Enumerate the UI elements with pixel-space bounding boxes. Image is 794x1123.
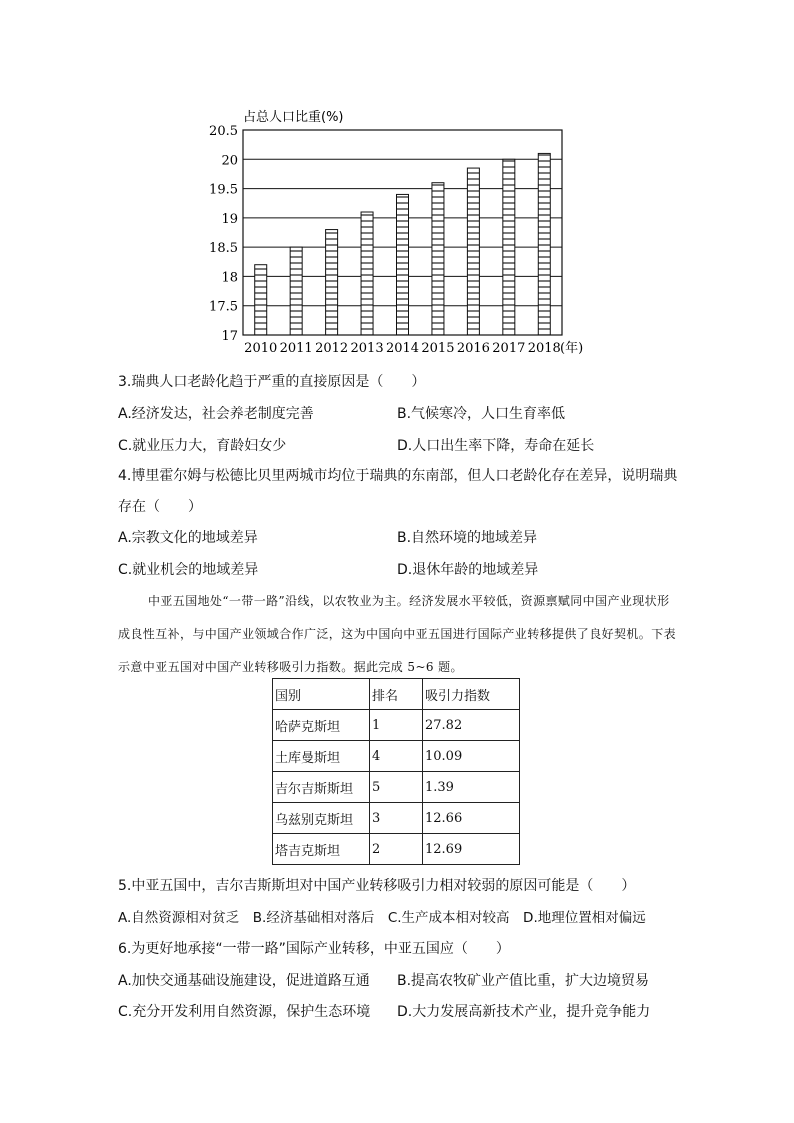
y-tick-label: 17.5 xyxy=(209,299,238,315)
table-cell-index: 10.09 xyxy=(423,741,520,772)
question-6-option-b[interactable]: B.提高农牧矿业产值比重，扩大边境贸易 xyxy=(397,973,650,989)
question-4-option-a[interactable]: A.宗教文化的地域差异 xyxy=(118,530,258,546)
question-3-stem: 3.瑞典人口老龄化趋于严重的直接原因是（ ） xyxy=(118,374,426,390)
attraction-index-table xyxy=(272,678,520,865)
table-cell-rank: 3 xyxy=(370,803,423,834)
y-tick-label: 20.5 xyxy=(209,124,238,139)
table-cell-rank: 2 xyxy=(370,834,423,865)
question-4-option-b[interactable]: B.自然环境的地域差异 xyxy=(397,530,538,546)
question-3-option-a[interactable]: A.经济发达，社会养老制度完善 xyxy=(118,406,314,422)
question-3-option-b[interactable]: B.气候寒冷，人口生育率低 xyxy=(397,406,566,422)
x-tick-label: 2015 xyxy=(421,341,455,356)
table-cell-rank: 5 xyxy=(370,772,423,803)
question-5-options[interactable]: A.自然资源相对贫乏 B.经济基础相对落后 C.生产成本相对较高 D.地理位置相对偏远 xyxy=(118,910,646,926)
table-cell-country: 哈萨克斯坦 xyxy=(273,710,370,741)
table-cell-rank: 4 xyxy=(370,741,423,772)
question-6-option-a[interactable]: A.加快交通基础设施建设，促进道路互通 xyxy=(118,973,370,989)
table-row xyxy=(273,741,520,772)
y-tick-label: 18.5 xyxy=(209,241,238,257)
bar-2018 xyxy=(538,153,550,335)
y-tick-label: 20 xyxy=(221,153,238,169)
y-axis-label: 占总人口比重(%) xyxy=(243,110,344,125)
table-cell-country: 吉尔吉斯斯坦 xyxy=(273,772,370,803)
table-cell-country: 乌兹别克斯坦 xyxy=(273,803,370,834)
question-6-option-d[interactable]: D.大力发展高新技术产业，提升竞争能力 xyxy=(397,1004,651,1020)
question-3-option-d[interactable]: D.人口出生率下降，寿命在延长 xyxy=(397,438,595,454)
table-cell-index: 1.39 xyxy=(423,772,520,803)
table-row xyxy=(273,710,520,741)
question-3-option-c[interactable]: C.就业压力大，育龄妇女少 xyxy=(118,438,287,454)
population-aging-bar-chart xyxy=(0,0,794,370)
passage-intro: 中亚五国地处“一带一路”沿线，以农牧业为主。经济发展水平较低，资源禀赋同中国产业现状形成良性互补，与中国产业领域合作广泛，这为中国向中亚五国进行国际产业转移提供了良好契机。下表示意中亚五国对中国产业转移吸引力指数。据此完成 5~6 题。 xyxy=(118,594,677,674)
bar-2012 xyxy=(326,230,338,335)
bar-2013 xyxy=(361,212,373,335)
x-tick-label: 2017 xyxy=(492,341,526,356)
table-row xyxy=(273,803,520,834)
question-4-stem-line-1: 4.博里霍尔姆与松德比贝里两城市均位于瑞典的东南部，但人口老龄化存在差异，说明瑞典 xyxy=(118,468,678,484)
table-row xyxy=(273,772,520,803)
y-tick-label: 17 xyxy=(221,329,238,344)
table-header-index: 吸引力指数 xyxy=(423,679,520,710)
question-4-option-c[interactable]: C.就业机会的地域差异 xyxy=(118,562,259,578)
x-tick-label: 2011 xyxy=(279,341,313,356)
x-tick-label: 2016 xyxy=(456,341,490,356)
table-cell-index: 12.69 xyxy=(423,834,520,865)
x-tick-label: 2010 xyxy=(244,341,278,356)
y-tick-label: 18 xyxy=(221,270,238,286)
question-5-stem: 5.中亚五国中，吉尔吉斯斯坦对中国产业转移吸引力相对较弱的原因可能是（ ） xyxy=(118,878,636,894)
bar-2015 xyxy=(432,183,444,335)
table-cell-rank: 1 xyxy=(370,710,423,741)
table-header-row xyxy=(273,679,520,710)
bar-2011 xyxy=(290,247,302,335)
table-row xyxy=(273,834,520,865)
table-cell-index: 12.66 xyxy=(423,803,520,834)
bar-2014 xyxy=(397,194,409,335)
x-tick-label: 2012 xyxy=(315,341,349,356)
table-header-rank: 排名 xyxy=(370,679,423,710)
bar-2010 xyxy=(255,265,267,335)
bar-2016 xyxy=(467,168,479,335)
x-tick-label: 2018 xyxy=(527,341,561,356)
y-tick-label: 19 xyxy=(221,211,238,227)
bar-2017 xyxy=(503,159,515,335)
table-cell-index: 27.82 xyxy=(423,710,520,741)
table-cell-country: 塔吉克斯坦 xyxy=(273,834,370,865)
question-6-stem: 6.为更好地承接“一带一路”国际产业转移，中亚五国应（ ） xyxy=(118,941,510,957)
question-4-option-d[interactable]: D.退休年龄的地域差异 xyxy=(397,562,539,578)
x-tick-label: 2013 xyxy=(350,341,384,356)
table-cell-country: 土库曼斯坦 xyxy=(273,741,370,772)
table-header-country: 国别 xyxy=(273,679,370,710)
y-tick-label: 19.5 xyxy=(209,182,238,198)
question-6-option-c[interactable]: C.充分开发利用自然资源，保护生态环境 xyxy=(118,1004,371,1020)
x-tick-label: 2014 xyxy=(385,341,420,356)
question-4-stem-line-2: 存在（ ） xyxy=(118,499,202,515)
x-axis-unit: (年) xyxy=(560,341,584,356)
